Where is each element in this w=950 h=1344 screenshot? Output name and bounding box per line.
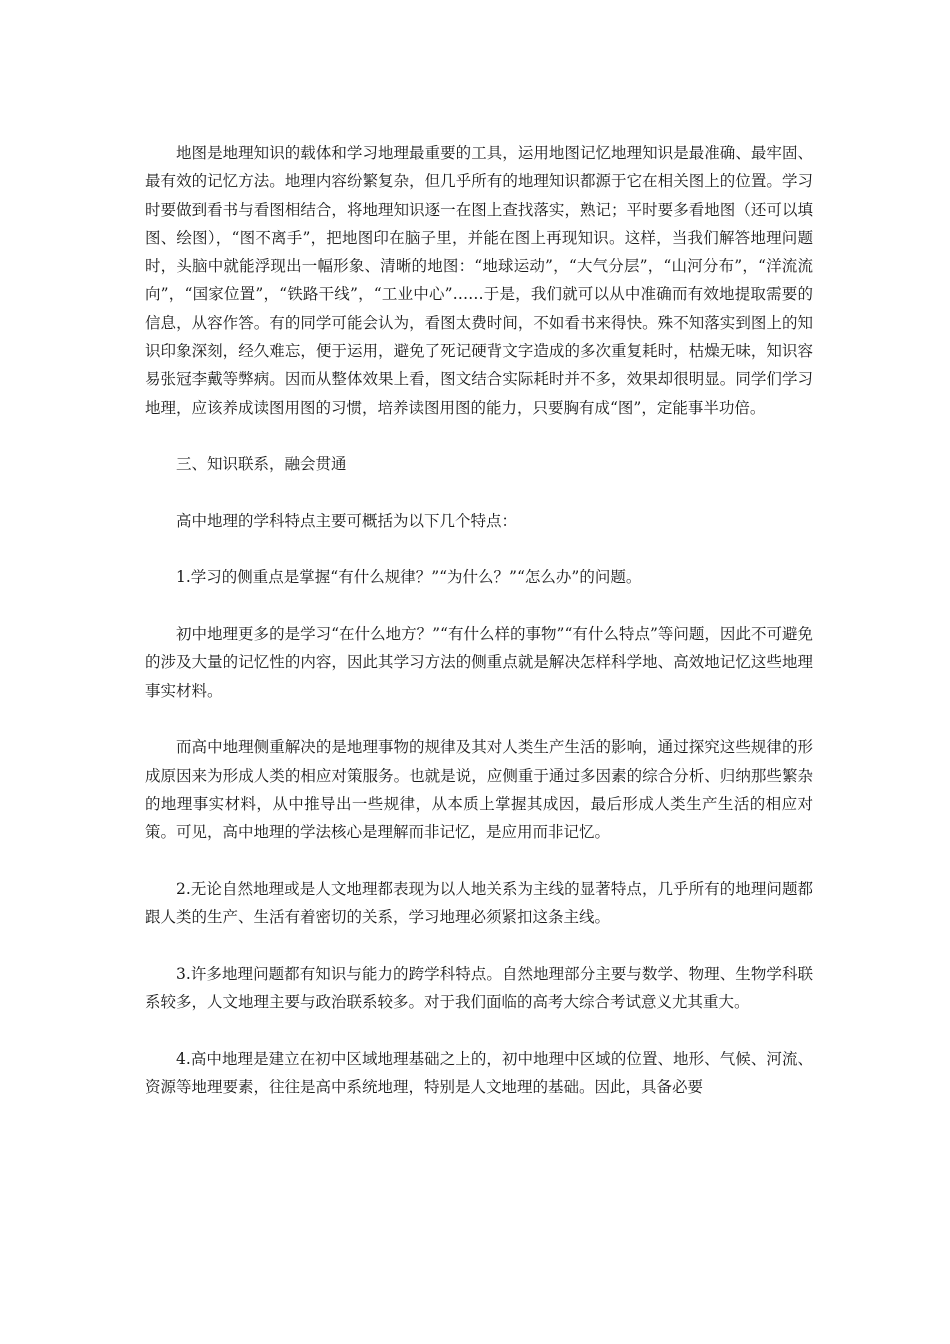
list-item-4: 4.高中地理是建立在初中区域地理基础之上的，初中地理中区域的位置、地形、气候、河流、资源等地理要素，往往是高中系统地理，特别是人文地理的基础。因此，具备必要 — [145, 1049, 813, 1096]
paragraph-gap — [145, 422, 813, 450]
paragraph-map-learning: 地图是地理知识的载体和学习地理最重要的工具，运用地图记忆地理知识是最准确、最牢固、最有效的记忆方法。地理内容纷繁复杂，但几乎所有的地理知识都源于它在相关图上的位置。学习时要做到看书与看图相结合，将地理知识逐一在图上查找落实，熟记；平时要多看地图（还可以填图、绘图），“图不离手”，把地图印在脑子里，并能在图上再现知识。这样，当我们解答地理问题时，头脑中就能浮现出一幅形象、清晰的地图：“地球运动”，“大气分层”，“山河分布”，“洋流流向”，“国家位置”，“铁路干线”，“工业中心”……于是，我们就可以从中准确而有效地提取需要的信息，从容作答。有的同学可能会认为，看图太费时间，不如看书来得快。殊不知落实到图上的知识印象深刻，经久难忘，便于运用，避免了死记硬背文字造成的多次重复耗时，枯燥无味，知识容易张冠李戴等弊病。因而从整体效果上看，图文结合实际耗时并不多，效果却很明显。同学们学习地理，应该养成读图用图的习惯，培养读图用图的能力，只要胸有成“图”，定能事半功倍。 — [145, 144, 813, 417]
paragraph-junior-geography: 初中地理更多的是学习“在什么地方？”“有什么样的事物”“有什么特点”等问题，因此不可避免的涉及大量的记忆性的内容，因此其学习方法的侧重点就是解决怎样科学地、高效地记忆这些地理事实材料。 — [145, 625, 813, 700]
list-item-2: 2.无论自然地理或是人文地理都表现为以人地关系为主线的显著特点，几乎所有的地理问题都跟人类的生产、生活有着密切的关系，学习地理必须紧扣这条主线。 — [145, 879, 813, 927]
paragraph-gap — [145, 592, 813, 620]
document-body — [145, 139, 813, 1101]
paragraph-senior-geography: 而高中地理侧重解决的是地理事物的规律及其对人类生产生活的影响，通过探究这些规律的形成原因来为形成人类的相应对策服务。也就是说，应侧重于通过多因素的综合分析、归纳那些繁杂的地理事实材料，从中推导出一些规律，从本质上掌握其成因，最后形成人类生产生活的相应对策。可见，高中地理的学法核心是理解而非记忆，是应用而非记忆。 — [145, 738, 813, 842]
section-heading: 三、知识联系，融会贯通 — [176, 455, 347, 474]
paragraph-intro: 高中地理的学科特点主要可概括为以下几个特点： — [176, 511, 518, 530]
paragraph-gap — [145, 705, 813, 733]
list-item-1: 1.学习的侧重点是掌握“有什么规律？”“为什么？”“怎么办”的问题。 — [176, 568, 642, 587]
paragraph-gap — [145, 535, 813, 563]
paragraph-gap — [145, 846, 813, 874]
paragraph-gap — [145, 931, 813, 959]
paragraph-gap — [145, 1016, 813, 1044]
list-item-3: 3.许多地理问题都有知识与能力的跨学科特点。自然地理部分主要与数学、物理、生物学科联系较多，人文地理主要与政治联系较多。对于我们面临的高考大综合考试意义尤其重大。 — [145, 964, 813, 1011]
paragraph-gap — [145, 479, 813, 507]
